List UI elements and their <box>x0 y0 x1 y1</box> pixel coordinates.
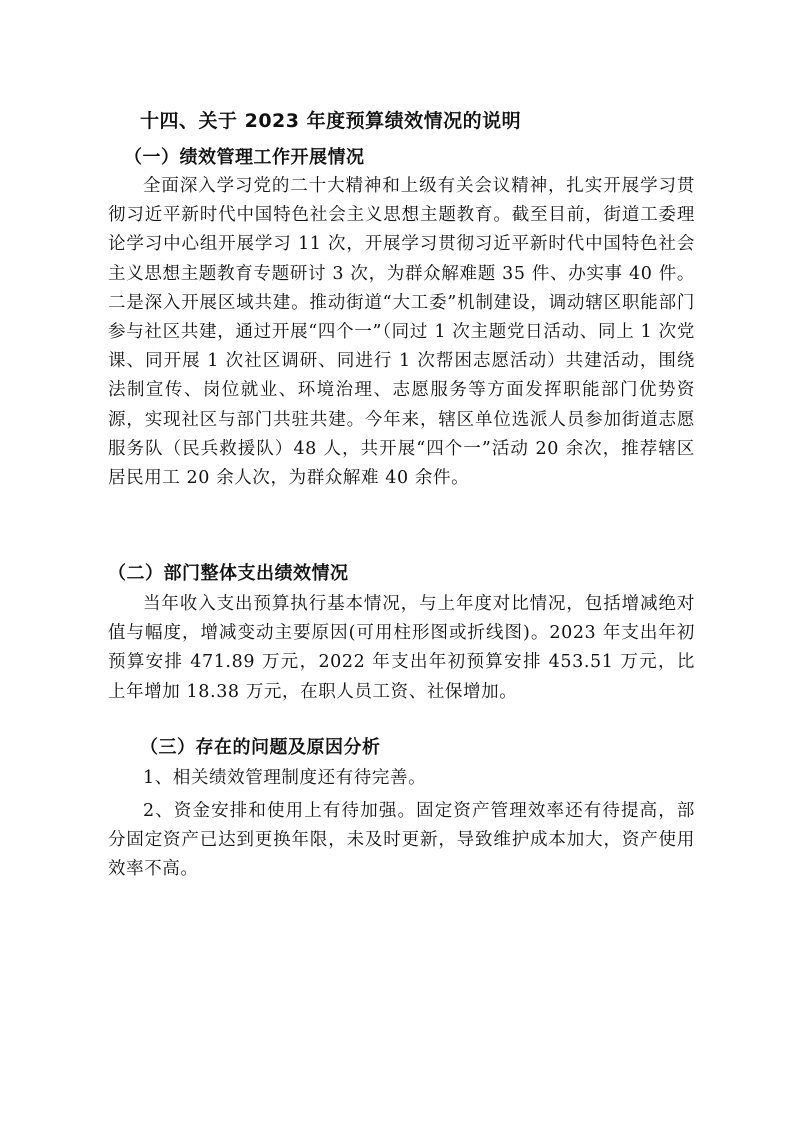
subsection-heading-3: （三）存在的问题及原因分析 <box>140 737 381 758</box>
subsection-heading-1: （一）绩效管理工作开展情况 <box>124 147 365 168</box>
subsection-body-1: 全面深入学习党的二十大精神和上级有关会议精神，扎实开展学习贯彻习近平新时代中国特色社会主义思想主题教育。截至目前，街道工委理论学习中心组开展学习 11 次，开展学习贯彻习近平新时代中国特色社会主义思想主题教育专题研讨 3 次，为群众解难题 35 件、办实事 40 件。二是深入开展区域共建。推动街道“大工委”机制建设，调动辖区职能部门参与社区共建，通过开展“四个一”（同过 1 次主题党日活动、同上 1 次党课、同开展 1 次社区调研、同进行 1 次帮困志愿活动）共建活动，围绕法制宣传、岗位就业、环境治理、志愿服务等方面发挥职能部门优势资源，实现社区与部门共驻共建。今年来，辖区单位选派人员参加街道志愿服务队（民兵救援队）48 人，共开展“四个一”活动 20 余次，推荐辖区居民用工 20 余人次，为群众解难 40 余件。 <box>108 176 695 489</box>
list-item-1: 1、相关绩效管理制度还有待完善。 <box>143 768 427 788</box>
section-title: 十四、关于 2023 年度预算绩效情况的说明 <box>140 110 522 132</box>
subsection-body-2: 当年收入支出预算执行基本情况，与上年度对比情况，包括增减绝对值与幅度，增减变动主要原因(可用柱形图或折线图)。2023 年支出年初预算安排 471.89 万元，2022 年支出年初预算安排 453.51 万元，比上年增加 18.38 万元，在职人员工资、社保增加。 <box>108 594 695 702</box>
list-item-2: 2、资金安排和使用上有待加强。固定资产管理效率还有待提高，部分固定资产已达到更换年限，未及时更新，导致维护成本加大，资产使用效率不高。 <box>108 801 695 880</box>
subsection-heading-2: （二）部门整体支出绩效情况 <box>108 563 349 584</box>
